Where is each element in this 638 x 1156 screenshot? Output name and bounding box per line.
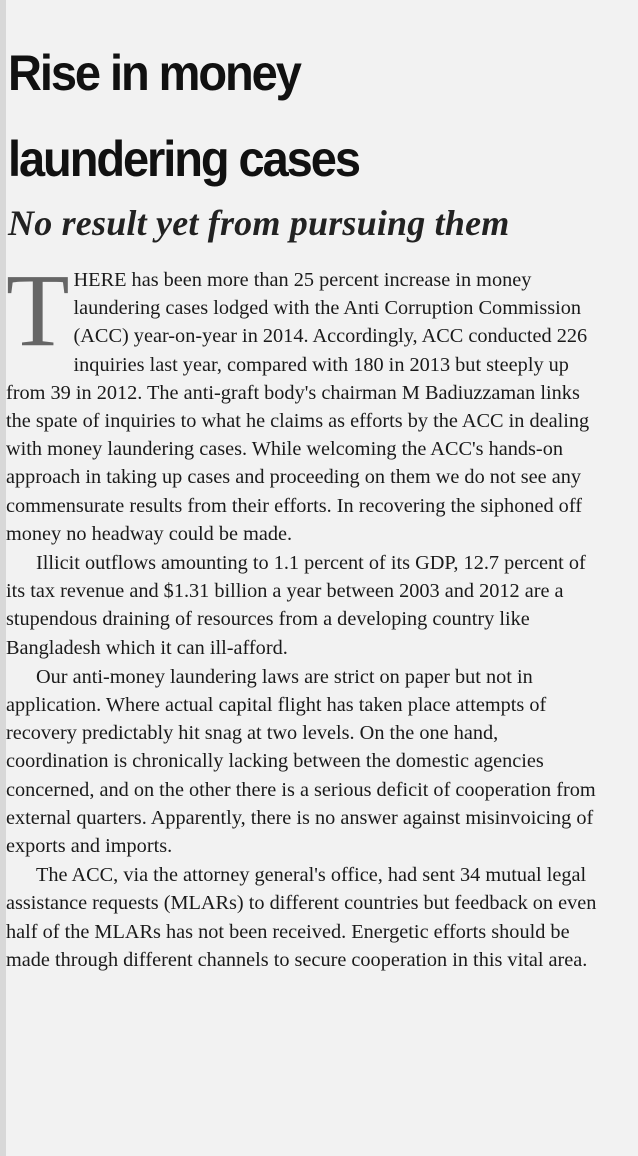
paragraph-1-text: HERE has been more than 25 percent increase in money laundering cases lodged with the Anti Corruption Commission (ACC) year-on-year in 2014. Accordingly, ACC conducted 226 inquiries last year, compared with 180 in 2013 but steeply up from 39 in 2012. The anti-graft body's chairman M Badiuzzaman links the spate of inquiries to what he claims as efforts by the ACC in dealing with money laundering cases. While welcoming the ACC's hands-on approach in taking up cases and proceeding on them we do not see any commensurate results from their efforts. In recovering the siphoned off money no headway could be made. xyxy=(6,269,590,545)
headline-line-1: Rise in money xyxy=(8,45,300,101)
headline xyxy=(8,30,591,202)
paragraph-1 xyxy=(6,253,598,548)
paragraph-2: Illicit outflows amounting to 1.1 percent of its GDP, 12.7 percent of its tax revenue and $1.31 billion a year between 2003 and 2012 are a stupendous draining of resources from a developing country like Bangladesh which it can ill-afford. xyxy=(6,552,586,659)
article-body xyxy=(6,253,598,974)
headline-line-2: laundering cases xyxy=(8,131,359,187)
subheadline: No result yet from pursuing them xyxy=(8,203,510,243)
drop-cap: T xyxy=(6,253,70,368)
paragraph-4: The ACC, via the attorney general's office, had sent 34 mutual legal assistance requests (MLARs) to different countries but feedback on even half of the MLARs has not been received. Energetic efforts should be made through different channels to secure cooperation in this vital area. xyxy=(6,864,597,971)
paragraph-3: Our anti-money laundering laws are strict on paper but not in application. Where actual capital flight has taken place attempts of recovery predictably hit snag at two levels. On the one hand, coordination is chronically lacking between the domestic agencies concerned, and on the other there is a serious deficit of cooperation from external quarters. Apparently, there is no answer against misinvoicing of exports and imports. xyxy=(6,665,596,858)
